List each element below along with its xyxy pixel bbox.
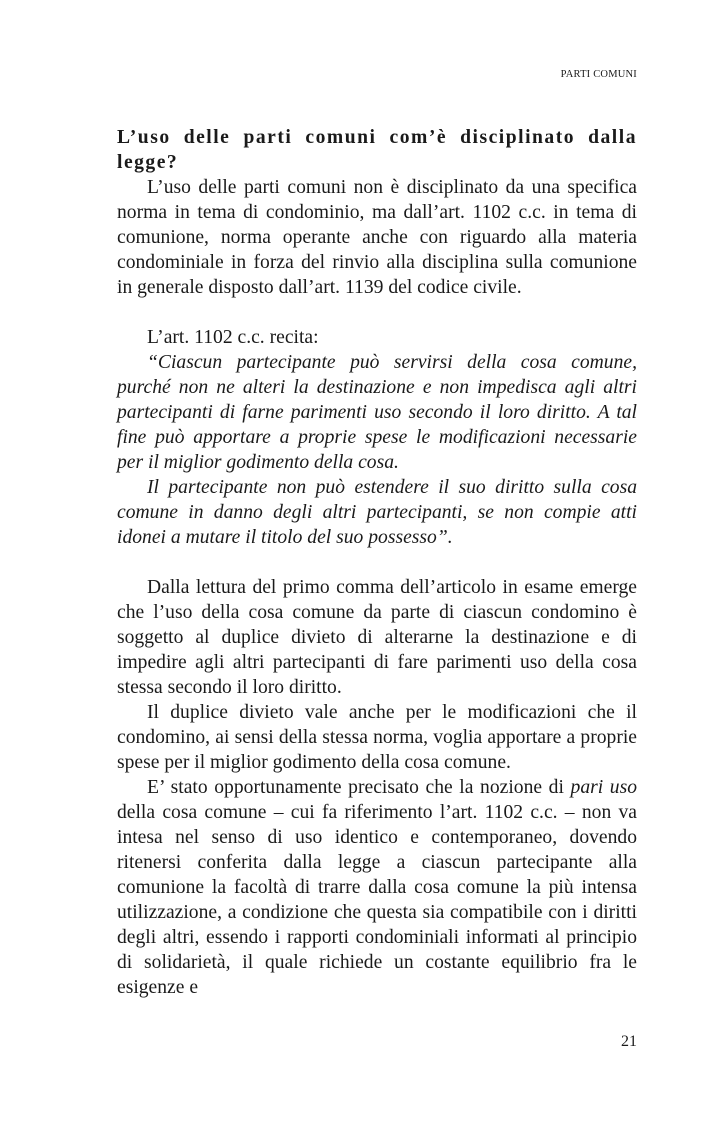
paragraph-2: L’art. 1102 c.c. recita: bbox=[147, 327, 319, 348]
paragraph-3: Dalla lettura del primo comma dell’articolo in esame emerge che l’uso della cosa comune da parte di ciascun condomino è soggetto al duplice divieto di alterarne la destinazione e di impedire agli altri partecipanti di fare parimenti uso della cosa stessa secondo il loro diritto. bbox=[117, 577, 637, 698]
paragraph-1: L’uso delle parti comuni non è disciplinato da una specifica norma in tema di condominio, ma dall’art. 1102 c.c. in tema di comunione, norma operante anche con riguardo alla materia condominiale in forza del rinvio alla disciplina sulla comunione in generale disposto dall’art. 1139 del codice civile. bbox=[117, 177, 637, 298]
paragraph-4: Il duplice divieto vale anche per le modificazioni che il condomino, ai sensi della stessa norma, voglia apportare a proprie spese per il miglior godimento della cosa comune. bbox=[117, 702, 637, 773]
page-number: 21 bbox=[621, 1033, 637, 1050]
page-body bbox=[117, 125, 637, 1000]
quote-paragraph-1: “Ciascun partecipante può servirsi della cosa comune, purché non ne alteri la destinazione e non impedisca agli altri partecipanti di farne parimenti uso secondo il loro diritto. A tal fine può apportare a proprie spese le modificazioni necessarie per il miglior godimento della cosa. bbox=[117, 352, 637, 473]
paragraph-5-italic-term: pari uso bbox=[570, 777, 638, 798]
quote-paragraph-2: Il partecipante non può estendere il suo diritto sulla cosa comune in danno degli altri partecipanti, se non compie atti idonei a mutare il titolo del suo possesso”. bbox=[117, 477, 637, 548]
paragraph-5 bbox=[117, 775, 637, 1000]
section-heading: L’uso delle parti comuni com’è disciplinato dalla legge? bbox=[117, 127, 637, 173]
paragraph-5-text-before: E’ stato opportunamente precisato che la nozione di bbox=[147, 777, 571, 798]
running-head: PARTI COMUNI bbox=[560, 69, 637, 80]
book-page bbox=[117, 0, 637, 1133]
paragraph-5-text-after: della cosa comune – cui fa riferimento l’art. 1102 c.c. – non va intesa nel senso di uso identico e contemporaneo, dovendo ritenersi conferita dalla legge a ciascun partecipante alla comunione la facoltà di trarre dalla cosa comune la più intensa utilizzazione, a condizione che questa sia compatibile con i diritti degli altri, essendo i rapporti condominiali informati al principio di solidarietà, il quale richiede un costante equilibrio fra le esigenze e bbox=[117, 802, 637, 998]
